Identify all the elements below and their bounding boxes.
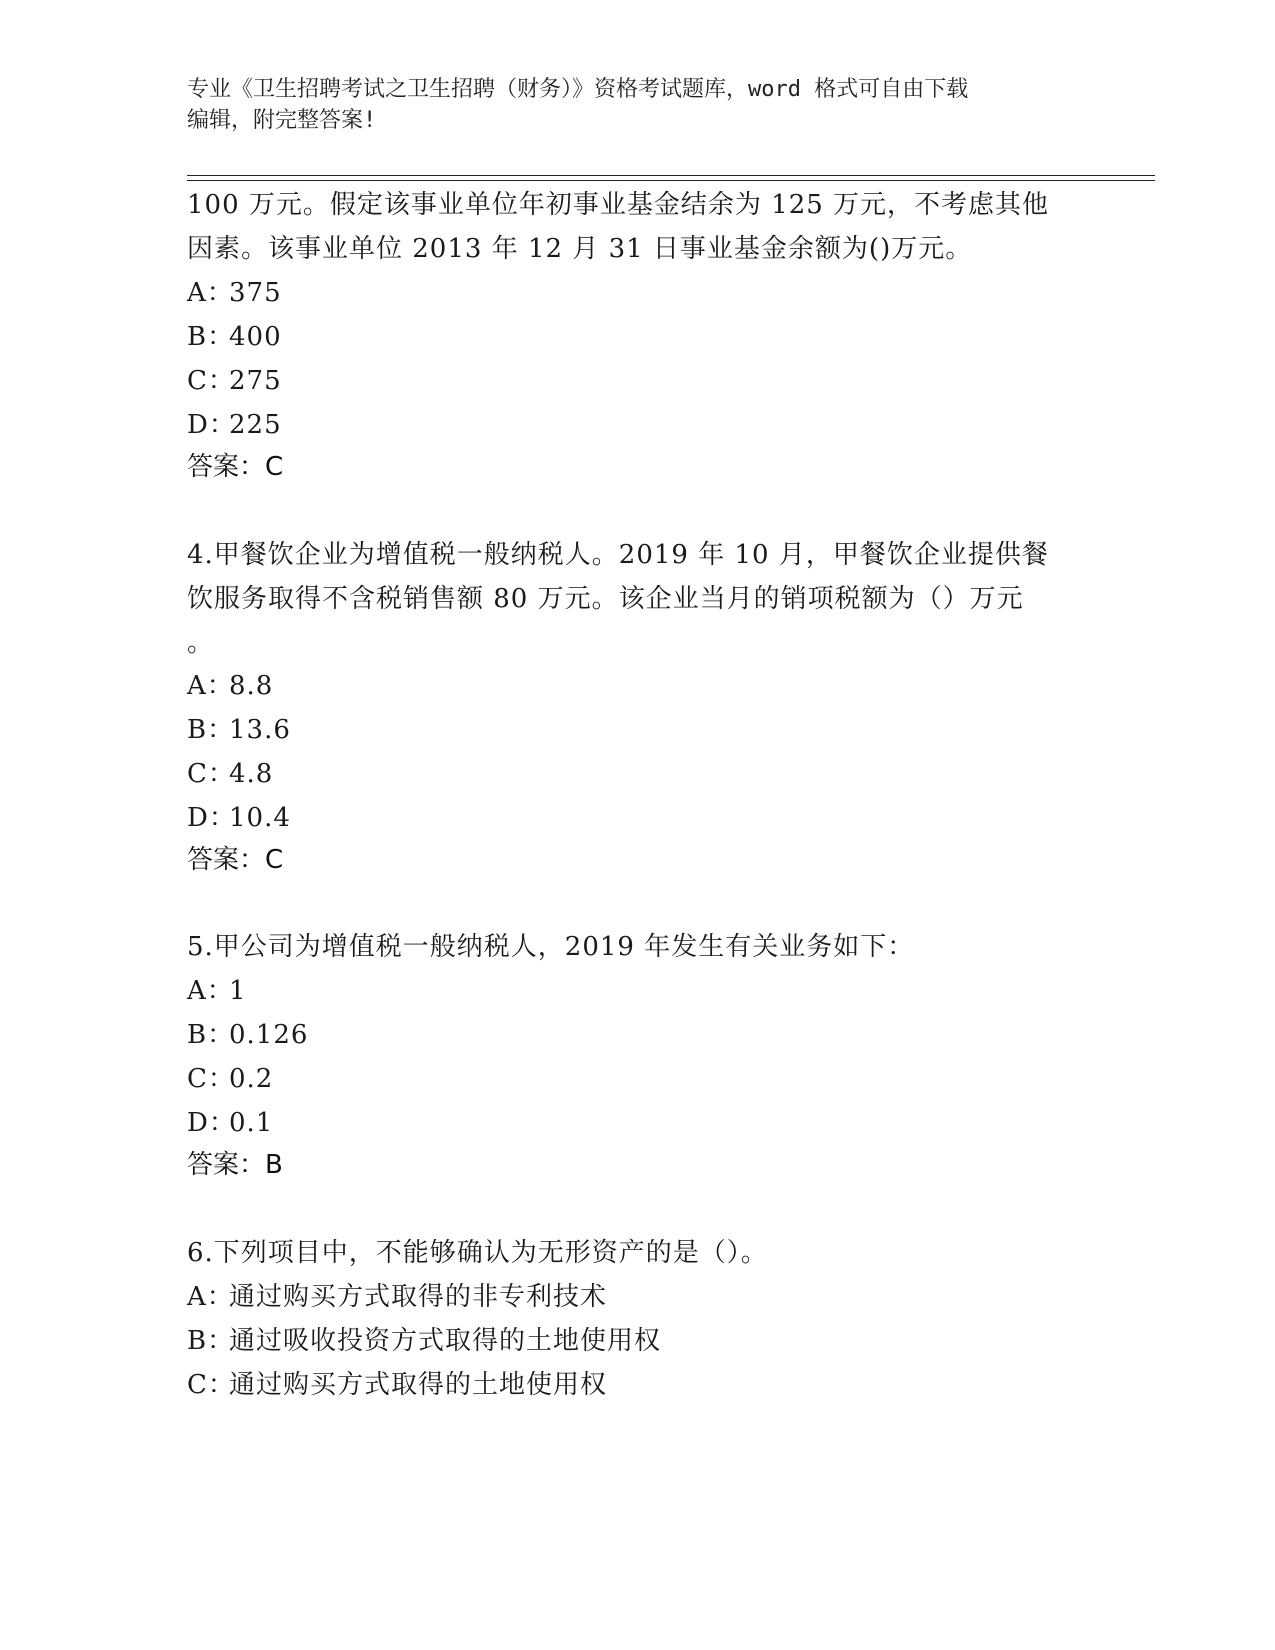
option-label: B：: [187, 322, 235, 352]
question-4-option-a: [187, 670, 273, 702]
option-value: 0.2: [229, 1064, 274, 1094]
option-value: 275: [229, 366, 282, 396]
option-value: 8.8: [229, 671, 274, 701]
question-4-text-line-2: 饮服务取得不含税销售额 80 万元。该企业当月的销项税额为（）万元: [187, 584, 1024, 614]
option-value: 通过购买方式取得的非专利技术: [229, 1282, 608, 1312]
option-label: A：: [187, 976, 234, 1006]
option-label: A：: [187, 671, 234, 701]
option-label: C：: [187, 759, 235, 789]
question-6-option-c: [187, 1369, 607, 1401]
question-6-option-a: [187, 1281, 607, 1313]
question-4-answer: 答案：C: [187, 845, 284, 875]
option-label: D：: [187, 1108, 236, 1138]
option-label: B：: [187, 1020, 235, 1050]
header-line-1: 专业《卫生招聘考试之卫生招聘（财务）》资格考试题库，word 格式可自由下载: [187, 77, 969, 102]
question-3-option-d: [187, 409, 282, 441]
question-4-option-d: [187, 802, 291, 834]
option-value: 225: [229, 410, 282, 440]
question-6-text-line-1: 6.下列项目中，不能够确认为无形资产的是（）。: [187, 1238, 768, 1268]
question-3-option-c: [187, 365, 282, 397]
question-3-option-b: [187, 321, 282, 353]
option-label: A：: [187, 278, 234, 308]
option-label: C：: [187, 366, 235, 396]
option-label: B：: [187, 1326, 235, 1356]
question-5-option-c: [187, 1063, 273, 1095]
header-line-2: 编辑，附完整答案!: [187, 108, 377, 133]
option-value: 通过吸收投资方式取得的土地使用权: [229, 1326, 662, 1356]
option-label: C：: [187, 1370, 235, 1400]
option-label: B：: [187, 715, 235, 745]
option-value: 4.8: [229, 759, 274, 789]
header-divider-top: [187, 175, 1155, 176]
option-value: 10.4: [229, 803, 291, 833]
option-label: D：: [187, 803, 236, 833]
option-value: 通过购买方式取得的土地使用权: [229, 1370, 608, 1400]
question-4-text-line-3: 。: [187, 628, 215, 658]
question-5-option-d: [187, 1107, 273, 1139]
question-3-text-line-1: 100 万元。假定该事业单位年初事业基金结余为 125 万元，不考虑其他: [187, 190, 1050, 220]
question-5-answer: 答案：B: [187, 1150, 283, 1180]
question-5-text-line-1: 5.甲公司为增值税一般纳税人，2019 年发生有关业务如下：: [187, 932, 915, 962]
option-label: A：: [187, 1282, 234, 1312]
question-5-option-b: [187, 1019, 308, 1051]
option-value: 1: [229, 976, 247, 1006]
header-divider-bottom: [187, 180, 1155, 181]
option-label: C：: [187, 1064, 235, 1094]
option-value: 400: [229, 322, 282, 352]
question-4-text-line-1: 4.甲餐饮企业为增值税一般纳税人。2019 年 10 月，甲餐饮企业提供餐: [187, 540, 1049, 570]
question-3-text-line-2: 因素。该事业单位 2013 年 12 月 31 日事业基金余额为()万元。: [187, 234, 973, 264]
option-value: 0.1: [229, 1108, 274, 1138]
question-4-option-b: [187, 714, 291, 746]
question-3-option-a: [187, 277, 282, 309]
option-value: 13.6: [229, 715, 291, 745]
question-6-option-b: [187, 1325, 661, 1357]
question-5-option-a: [187, 975, 247, 1007]
question-4-option-c: [187, 758, 273, 790]
option-label: D：: [187, 410, 236, 440]
option-value: 0.126: [229, 1020, 309, 1050]
question-3-answer: 答案：C: [187, 452, 284, 482]
document-header: [187, 74, 1087, 136]
option-value: 375: [229, 278, 282, 308]
